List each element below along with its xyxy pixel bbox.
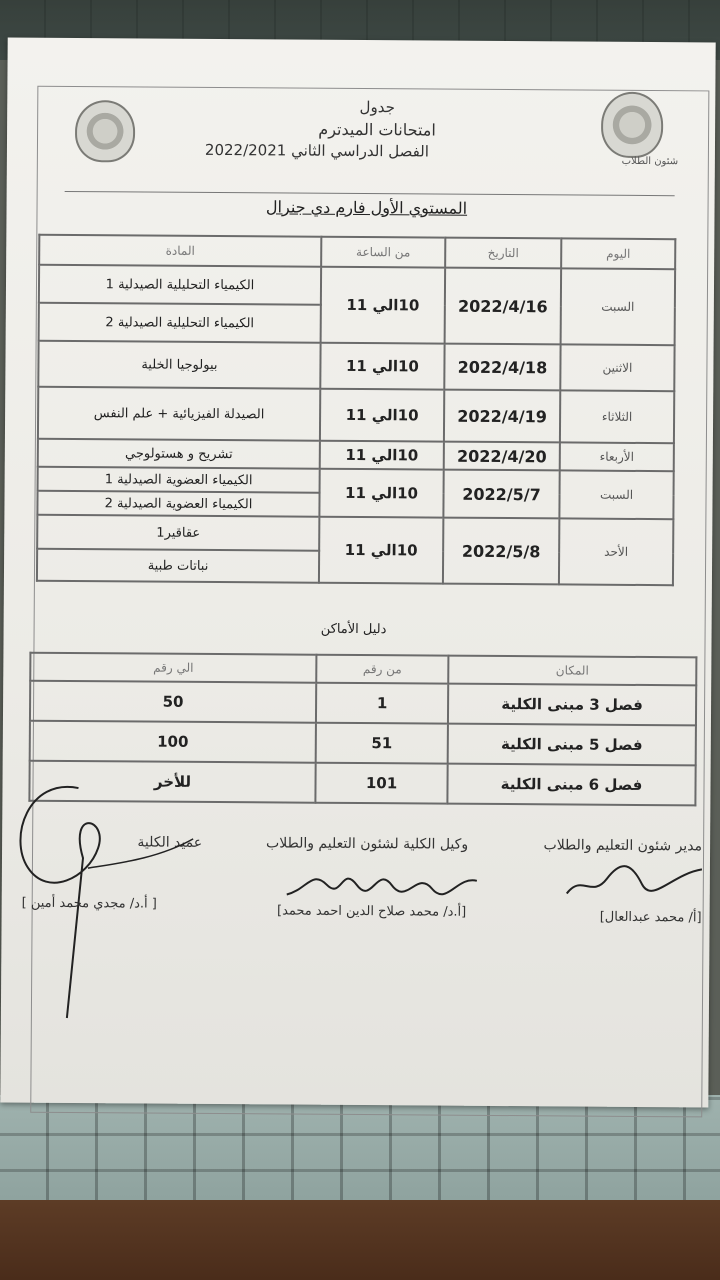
- cell-subject: نباتات طبية: [37, 549, 319, 583]
- cell-date: 2022/4/19: [444, 390, 560, 443]
- cell-day: الثلاثاء: [560, 390, 674, 443]
- col-header-subject: المادة: [39, 235, 321, 267]
- cell-time: 10الي 11: [319, 517, 443, 584]
- header-term-text: الفصل الدراسي الثاني: [291, 141, 430, 161]
- header-subtitle: امتحانات الميدترم: [318, 119, 436, 140]
- cell-to: 100: [30, 721, 316, 763]
- dean-name: [ أ.د/ مجدي محمد أمين ]: [21, 895, 157, 912]
- header-title: جدول: [359, 98, 395, 117]
- cell-date: 2022/4/16: [445, 268, 562, 345]
- table-row: [38, 387, 674, 443]
- table-row: [38, 439, 674, 471]
- document-page: [0, 38, 715, 1108]
- col-header-place: المكان: [448, 656, 696, 686]
- cell-day: السبت: [559, 470, 673, 519]
- logo-caption: شئون الطلاب: [621, 155, 679, 168]
- cell-date: 2022/5/7: [443, 470, 559, 519]
- background-wood: [0, 1200, 720, 1280]
- cell-time: 10الي 11: [320, 343, 444, 390]
- table-row: [39, 265, 675, 307]
- cell-subject: الكيمياء التحليلية الصيدلية 2: [39, 303, 321, 343]
- director-name: [أ/ محمد عبدالعال]: [599, 909, 702, 926]
- dean-title: عميد الكلية: [137, 834, 203, 851]
- cell-subject: الكيمياء التحليلية الصيدلية 1: [39, 265, 321, 305]
- col-header-from: من رقم: [316, 655, 448, 684]
- cell-time: 10الي 11: [320, 441, 444, 470]
- cell-place: فصل 3 مبنى الكلية: [448, 684, 696, 726]
- cell-subject: عقاقير1: [37, 515, 319, 551]
- cell-place: فصل 6 مبنى الكلية: [447, 764, 695, 806]
- director-title: مدير شئون التعليم والطلاب: [543, 837, 703, 855]
- cell-subject: الكيمياء العضوية الصيدلية 1: [38, 467, 320, 493]
- cell-time: 10الي 11: [319, 469, 443, 518]
- header-term: [127, 140, 507, 161]
- table-row: [30, 681, 696, 726]
- cell-day: الأحد: [559, 518, 673, 585]
- cell-date: 2022/4/18: [444, 344, 560, 391]
- cell-date: 2022/5/8: [443, 518, 559, 585]
- cell-date: 2022/4/20: [444, 442, 560, 471]
- director-signature-icon: [562, 853, 712, 904]
- exam-schedule-table: [36, 234, 676, 586]
- vice-dean-signature-icon: [282, 859, 482, 905]
- level-title: المستوي الأول فارم دي جنرال: [265, 197, 468, 218]
- cell-day: الاثنين: [560, 344, 674, 391]
- vice-dean-title: وكيل الكلية لشئون التعليم والطلاب: [266, 835, 469, 853]
- cell-subject: بيولوجيا الخلية: [38, 341, 320, 389]
- cell-subject: الصيدلة الفيزيائية + علم النفس: [38, 387, 320, 441]
- cell-day: السبت: [561, 268, 676, 345]
- col-header-date: التاريخ: [445, 238, 561, 269]
- table-row: [38, 341, 674, 391]
- places-title: دليل الأماكن: [320, 621, 387, 638]
- cell-time: 10الي 11: [321, 267, 446, 344]
- faculty-logo-icon: [601, 92, 663, 158]
- cell-day: الأربعاء: [560, 442, 674, 471]
- col-header-to: الي رقم: [30, 653, 316, 683]
- cell-from: 1: [316, 683, 448, 724]
- vice-dean-name: [أ.د/ محمد صلاح الدين احمد محمد]: [276, 903, 467, 920]
- cell-from: 51: [316, 723, 448, 764]
- cell-to: للأخر: [29, 761, 315, 803]
- cell-from: 101: [315, 763, 447, 804]
- cell-subject: الكيمياء العضوية الصيدلية 2: [37, 491, 319, 517]
- table-row: [37, 515, 673, 553]
- col-header-day: اليوم: [561, 238, 675, 269]
- table-row: [30, 721, 696, 766]
- col-header-time: من الساعة: [321, 237, 445, 268]
- cell-place: فصل 5 مبنى الكلية: [448, 724, 696, 766]
- cell-time: 10الي 11: [320, 389, 444, 442]
- cell-to: 50: [30, 681, 316, 723]
- cell-subject: تشريح و هستولوجي: [38, 439, 320, 469]
- header-term-year: 2022/2021: [204, 140, 287, 160]
